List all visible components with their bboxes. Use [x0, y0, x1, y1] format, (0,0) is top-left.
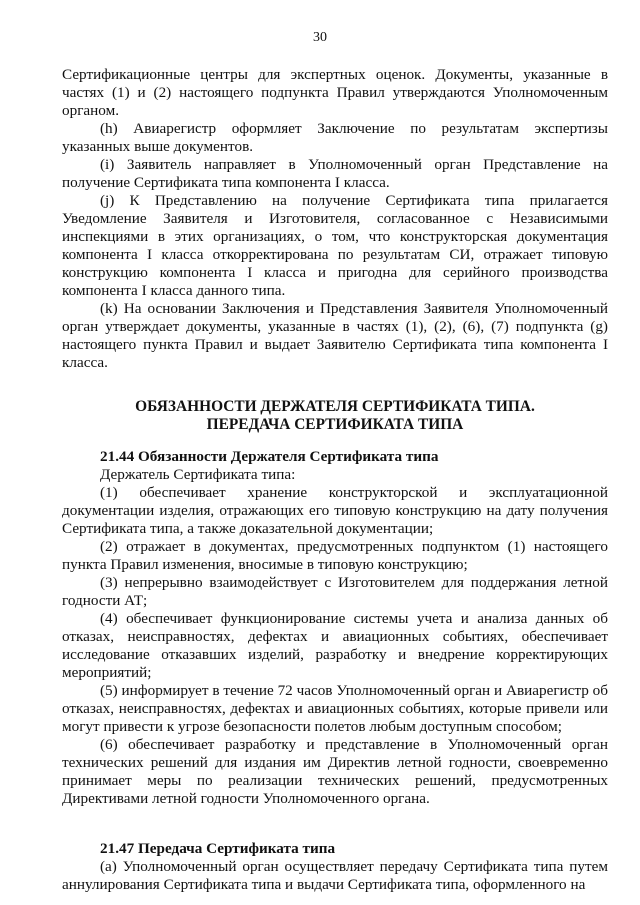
section-2144-intro: Держатель Сертификата типа:: [100, 466, 296, 483]
section-heading-line2: ПЕРЕДАЧА СЕРТИФИКАТА ТИПА: [206, 416, 464, 433]
list-item-3: (3) непрерывно взаимодействует с Изготовителем для поддержания летной годности АТ;: [62, 574, 608, 609]
list-item-5: (5) информирует в течение 72 часов Уполномоченный орган и Авиарегистр об отказах, неисправностях, дефектах и авиационных событиях, которые привели или могут привести к угрозе безопасности полетов любым доступным способом;: [62, 682, 608, 735]
section-2144-title: 21.44 Обязанности Держателя Сертификата типа: [100, 448, 439, 465]
page-number: 30: [313, 30, 327, 45]
paragraph-h: (h) Авиарегистр оформляет Заключение по результатам экспертизы указанных выше документов.: [62, 120, 608, 155]
section-heading-line1: ОБЯЗАННОСТИ ДЕРЖАТЕЛЯ СЕРТИФИКАТА ТИПА.: [135, 398, 535, 415]
document-body: [62, 66, 608, 894]
paragraph-k: (k) На основании Заключения и Представления Заявителя Уполномоченный орган утверждает документы, указанные в частях (1), (2), (6), (7) подпункта (g) настоящего пункта Правил и выдает Заявителю Сертификата типа компонента I класса.: [62, 300, 608, 371]
paragraph-i: (i) Заявитель направляет в Уполномоченный орган Представление на получение Сертификата типа компонента I класса.: [62, 156, 608, 191]
list-item-6: (6) обеспечивает разработку и представление в Уполномоченный орган технических решений для издания им Директив летной годности, своевременно принимает меры по реализации технических решений, предусмотренных Директивами летной годности Уполномоченного органа.: [62, 736, 608, 807]
list-item-1: (1) обеспечивает хранение конструкторской и эксплуатационной документации изделия, отражающих его типовую конструкцию на дату получения Сертификата типа, а также доказательной документации;: [62, 484, 608, 537]
list-item-2: (2) отражает в документах, предусмотренных подпунктом (1) настоящего пункта Правил изменения, вносимые в типовую конструкцию;: [62, 538, 608, 573]
section-2147-text: (a) Уполномоченный орган осуществляет передачу Сертификата типа путем аннулирования Сертификата типа и выдачи Сертификата типа, оформленного на: [62, 858, 608, 893]
section-2147-title: 21.47 Передача Сертификата типа: [100, 840, 336, 857]
list-item-4: (4) обеспечивает функционирование системы учета и анализа данных об отказах, неисправностях, дефектах и авиационных событиях, обеспечивает исследование отказавших изделий, разработку и внедрение корректирующих мероприятий;: [62, 610, 608, 681]
paragraph-continuation: Сертификационные центры для экспертных оценок. Документы, указанные в частях (1) и (2) настоящего подпункта Правил утверждаются Уполномоченным органом.: [62, 66, 608, 119]
paragraph-j: (j) К Представлению на получение Сертификата типа прилагается Уведомление Заявителя и Изготовителя, согласованное с Независимыми инспекциями в этих организациях, о том, что конструкторская документация компонента I класса откорректирована по результатам СИ, отражает типовую конструкцию компонента I класса и пригодна для серийного производства компонента I класса данного типа.: [62, 192, 608, 299]
